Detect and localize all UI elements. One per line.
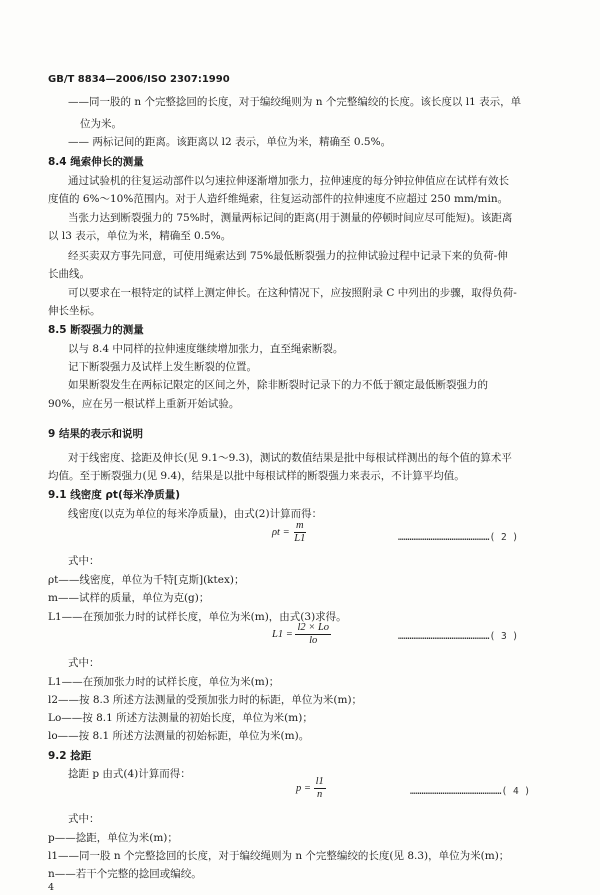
intro-line-1: ——同一股的 n 个完整捻回的长度，对于编绞绳则为 n 个完整编绞的长度。该长度以 l1 表示，单 — [68, 96, 522, 108]
section-8-4-heading: 8.4 绳索伸长的测量 — [48, 156, 144, 168]
equation-lhs: p = — [296, 782, 311, 794]
equation-2 — [272, 520, 307, 545]
definition-line: L1——在预加张力时的试样长度，单位为米(m)，由式(3)求得。 — [48, 611, 347, 623]
equation-3 — [272, 622, 331, 647]
paragraph-line: 记下断裂强力及试样上发生断裂的位置。 — [68, 361, 257, 373]
definition-line: ρt——线密度，单位为千特[克斯](ktex)； — [48, 574, 245, 586]
where-label: 式中： — [68, 555, 100, 567]
definition-line: l1——同一股 n 个完整捻回的长度，对于编绞绳则为 n 个完整编绞的长度(见 8.3)，单位为米(m)； — [48, 850, 510, 862]
paragraph-line: 如果断裂发生在两标记限定的区间之外，除非断裂时记录下的力不低于额定最低断裂强力的 — [68, 379, 488, 391]
paragraph-line: 以与 8.4 中同样的拉伸速度继续增加张力，直至绳索断裂。 — [68, 343, 344, 355]
definition-line: Lo——按 8.1 所述方法测量的初始长度，单位为米(m)； — [48, 712, 313, 724]
paragraph-line: 均值。至于断裂强力(见 9.4)，结果是以批中每根试样的断裂强力来表示，不计算平均值。 — [48, 470, 465, 482]
equation-denominator: lo — [309, 635, 318, 647]
equation-denominator: L1 — [294, 533, 306, 545]
equation-number: …………………………………………( 2 ) — [398, 532, 519, 543]
paragraph-line: 捻距 p 由式(4)计算而得： — [68, 768, 191, 780]
page-number: 4 — [48, 882, 55, 893]
paragraph-line: 当张力达到断裂强力的 75%时，测量两标记间的距离(用于测量的停顿时间应尽可能短)。该距离 — [68, 212, 513, 224]
equation-fraction — [295, 622, 331, 647]
section-9-2-heading: 9.2 捻距 — [48, 750, 92, 762]
equation-denominator: n — [317, 789, 323, 801]
equation-numerator: m — [294, 520, 306, 533]
definition-line: m——试样的质量，单位为克(g)； — [48, 592, 210, 604]
section-9-heading: 9 结果的表示和说明 — [48, 428, 143, 440]
paragraph-line: 通过试验机的往复运动部件以匀速拉伸逐渐增加张力，拉伸速度的每分钟拉伸值应在试样有效长 — [68, 175, 509, 187]
where-label: 式中： — [68, 813, 100, 825]
equation-fraction — [292, 520, 307, 545]
paragraph-line: 线密度(以克为单位的每米净质量)，由式(2)计算而得： — [68, 508, 323, 520]
equation-numerator: l2 × Lo — [295, 622, 331, 635]
paragraph-line: 度值的 6%～10%范围内。对于人造纤维绳索，往复运动部件的拉伸速度不应超过 250 mm/min。 — [48, 193, 509, 205]
equation-numerator: l1 — [314, 776, 326, 789]
paragraph-line: 长曲线。 — [48, 268, 90, 280]
paragraph-line: 经买卖双方事先同意，可使用绳索达到 75%最低断裂强力的拉伸试验过程中记录下来的负荷-伸 — [68, 250, 508, 262]
definition-line: p——捻距，单位为米(m)； — [48, 832, 178, 844]
page-header-standard-number: GB/T 8834—2006/ISO 2307:1990 — [48, 74, 230, 85]
paragraph-line: 90%，应在另一根试样上重新开始试验。 — [48, 398, 240, 410]
definition-line: L1——在预加张力时的试样长度，单位为米(m)； — [48, 676, 280, 688]
equation-fraction — [314, 776, 326, 801]
paragraph-line: 可以要求在一根特定的试样上测定伸长。在这种情况下，应按照附录 C 中列出的步骤，取得负荷- — [68, 287, 517, 299]
paragraph-line: 以 l3 表示，单位为米，精确至 0.5%。 — [48, 230, 232, 242]
definition-line: lo——按 8.1 所述方法测量的初始标距，单位为米(m)。 — [48, 730, 310, 742]
intro-line-2: 位为米。 — [80, 118, 122, 130]
where-label: 式中： — [68, 657, 100, 669]
section-9-1-heading: 9.1 线密度 ρt(每米净质量) — [48, 489, 181, 501]
definition-line: l2——按 8.3 所述方法测量的受预加张力时的标距，单位为米(m)； — [48, 694, 363, 706]
equation-number: …………………………………………( 3 ) — [398, 631, 519, 642]
section-8-5-heading: 8.5 断裂强力的测量 — [48, 324, 144, 336]
definition-line: n——若干个完整的捻回或编绞。 — [48, 868, 202, 880]
paragraph-line: 伸长坐标。 — [48, 305, 101, 317]
equation-lhs: L1 = — [272, 628, 293, 640]
paragraph-line: 对于线密度、捻距及伸长(见 9.1～9.3)，测试的数值结果是批中每根试样测出的每个值的算术平 — [68, 452, 512, 464]
equation-number: …………………………………………( 4 ) — [410, 786, 531, 797]
equation-4 — [296, 776, 326, 801]
equation-lhs: ρt = — [272, 526, 290, 538]
intro-line-3: —— 两标记间的距离。该距离以 l2 表示，单位为米，精确至 0.5%。 — [68, 136, 392, 148]
